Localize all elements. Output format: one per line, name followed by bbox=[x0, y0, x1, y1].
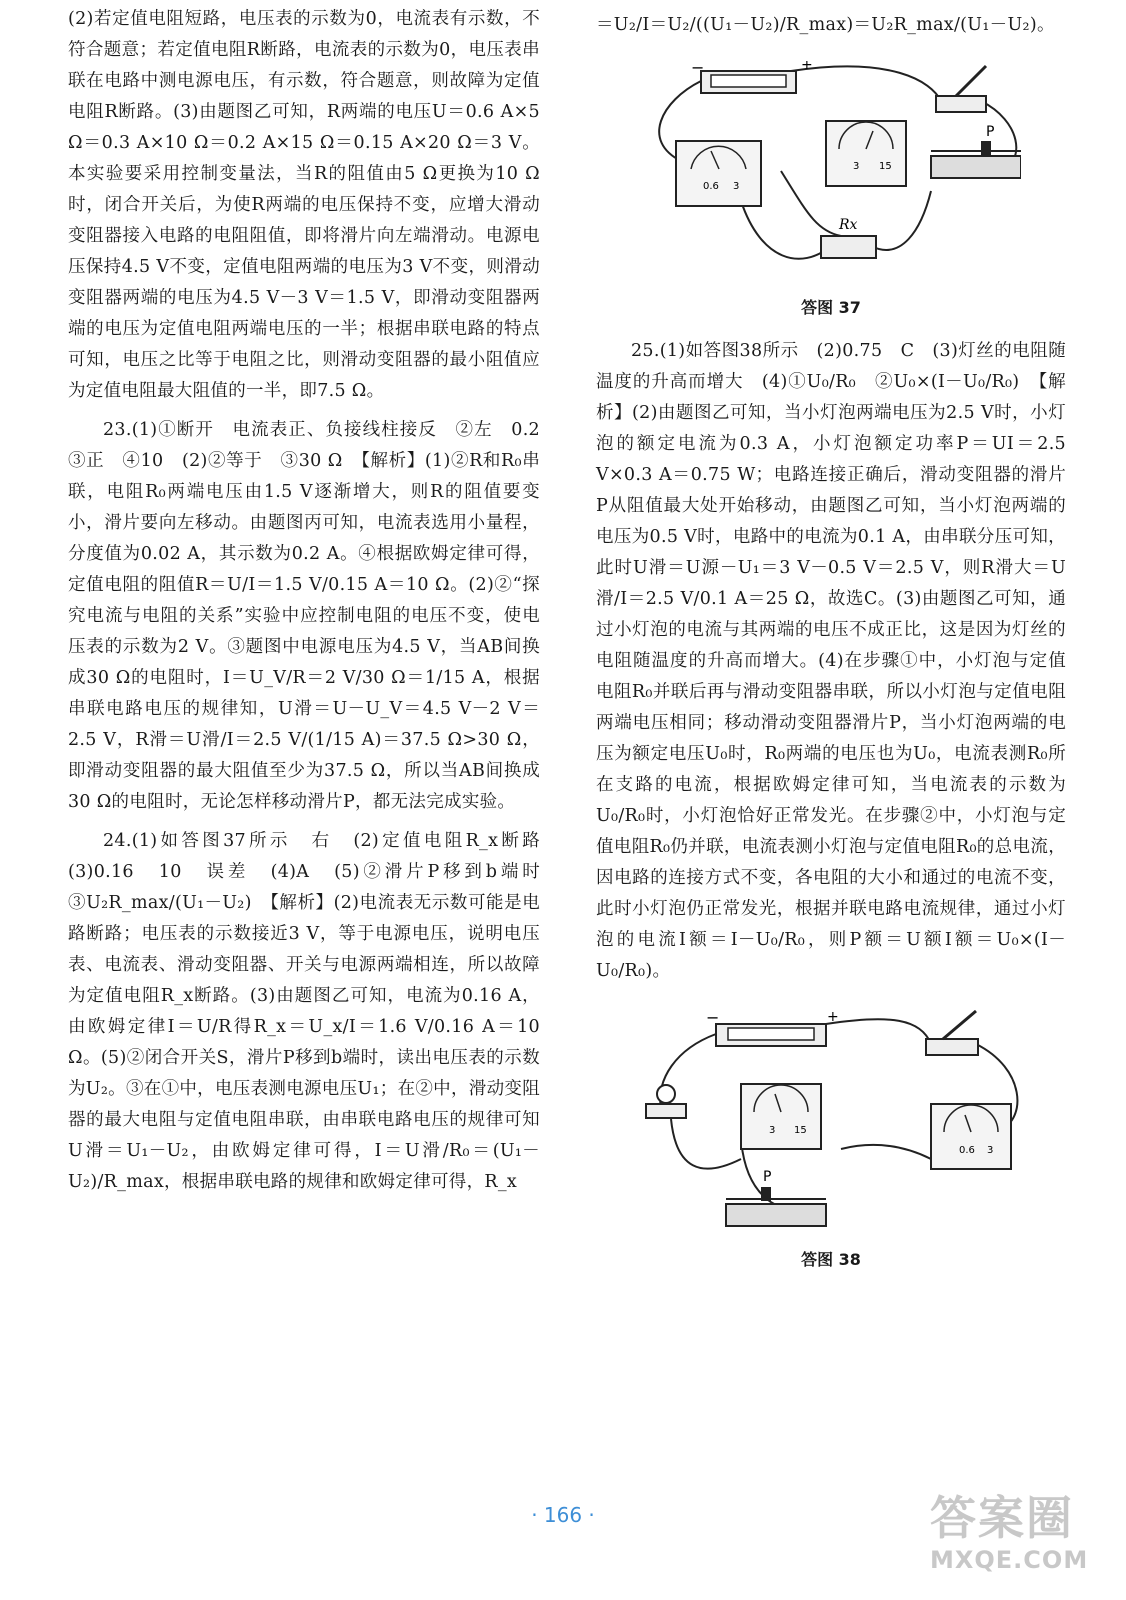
fig38-plus-label: + bbox=[827, 1009, 839, 1025]
watermark-url: MXQE.COM bbox=[930, 1546, 1089, 1574]
circuit-diagram-38 bbox=[631, 1009, 1031, 1239]
q24-answer-paragraph: 24.(1)如答图37所示 右 (2)定值电阻R_x断路 (3)0.16 10 误差 (4)A (5)②滑片P移到b端时 ③U₂R_max/(U₁－U₂) 【解析】(2)电流表无示数可能是电路断路；电压表的示数接近3 V，等于电源电压，说明电压表、电流表、滑动变阻器、开关与电源两端相连，所以故障为定值电阻R_x断路。(3)由题图乙可知，电流为0.16 A，由欧姆定律I＝U/R得R_x＝U_x/I＝1.6 V/0.16 A＝10 Ω。(5)②闭合开关S，滑片P移到b端时，读出电压表的示数为U₂。③在①中，电压表测电源电压U₁；在②中，滑动变阻器的最大电阻与定值电阻串联，由串联电路电压的规律可知U滑＝U₁－U₂，由欧姆定律可得，I＝U滑/R₀＝(U₁－U₂)/R_max，根据串联电路的规律和欧姆定律可得，R_x bbox=[68, 831, 558, 1192]
fig37-ammeter-range1: 0.6 bbox=[703, 181, 719, 192]
fig38-ammeter-range2: 3 bbox=[987, 1145, 994, 1156]
circuit-drawing-37 bbox=[641, 61, 1021, 281]
fig37-minus-label: − bbox=[691, 61, 705, 77]
fig38-voltmeter-range1: 3 bbox=[769, 1125, 776, 1136]
watermark-text: 答案圈 bbox=[930, 1491, 1074, 1545]
fig38-slider-label: P bbox=[763, 1169, 772, 1185]
q24-formula-continued: ＝U₂/I＝U₂/((U₁－U₂)/R_max)＝U₂R_max/(U₁－U₂)。 bbox=[596, 15, 1055, 35]
fig38-ammeter-range1: 0.6 bbox=[959, 1145, 975, 1156]
fig37-slider-label: P bbox=[986, 124, 995, 140]
fig38-minus-label: − bbox=[706, 1009, 720, 1027]
fig37-voltmeter-range1: 3 bbox=[853, 161, 860, 172]
q23-answer-paragraph: 23.(1)①断开 电流表正、负接线柱接反 ②左 0.2 ③正 ④10 (2)②等于 ③30 Ω 【解析】(1)②R和R₀串联，电阻R₀两端电压由1.5 V逐渐增大，则R的阻值要变小，滑片要向左移动。由题图丙可知，电流表选用小量程，分度值为0.02 A，其示数为0.2 A。④根据欧姆定律可得，定值电阻的阻值R＝U/I＝1.5 V/0.15 A＝10 Ω。(2)②“探究电流与电阻的关系”实验中应控制电阻的电压不变，使电压表的示数为2 V。③题图中电源电压为4.5 V，当AB间换成30 Ω的电阻时，I＝U_V/R＝2 V/30 Ω＝1/15 A，根据串联电路电压的规律知，U滑＝U－U_V＝4.5 V－2 V＝2.5 V，R滑＝U滑/I＝2.5 V/(1/15 A)＝37.5 Ω>30 Ω，即滑动变阻器的最大阻值至少为37.5 Ω，所以当AB间换成30 Ω的电阻时，无论怎样移动滑片P，都无法完成实验。 bbox=[68, 420, 558, 812]
circuit-diagram-37 bbox=[641, 61, 1021, 281]
fig37-voltmeter-range2: 15 bbox=[879, 161, 892, 172]
figure-37-caption: 答图 37 bbox=[801, 298, 861, 317]
watermark-logo bbox=[930, 1490, 1100, 1590]
fig37-resistor-label: Rx bbox=[839, 217, 858, 233]
fig37-plus-label: + bbox=[801, 61, 813, 73]
fig38-voltmeter-range2: 15 bbox=[794, 1125, 807, 1136]
right-column bbox=[596, 0, 1066, 1270]
left-column bbox=[68, 0, 558, 1198]
figure-38-caption: 答图 38 bbox=[801, 1250, 861, 1269]
q25-answer-paragraph: 25.(1)如答图38所示 (2)0.75 C (3)灯丝的电阻随温度的升高而增大 (4)①U₀/R₀ ②U₀×(I－U₀/R₀) 【解析】(2)由题图乙可知，当小灯泡两端电压为2.5 V时，小灯泡的额定电流为0.3 A，小灯泡额定功率P＝UI＝2.5 V×0.3 A＝0.75 W；电路连接正确后，滑动变阻器的滑片P从阻值最大处开始移动，由题图乙可知，当小灯泡两端的电压为0.5 V时，电路中的电流为0.1 A，由串联分压可知，此时U滑＝U源－U₁＝3 V－0.5 V＝2.5 V，则R滑大＝U滑/I＝2.5 V/0.1 A＝25 Ω，故选C。(3)由题图乙可知，通过小灯泡的电流与其两端的电压不成正比，这是因为灯丝的电阻随温度的升高而增大。(4)在步骤①中，小灯泡与定值电阻R₀并联后再与滑动变阻器串联，所以小灯泡与定值电阻两端电压相同；移动滑动变阻器滑片P，当小灯泡两端的电压为额定电压U₀时，R₀两端的电压也为U₀，电流表测R₀所在支路的电流，根据欧姆定律可知，当电流表的示数为U₀/R₀时，小灯泡恰好正常发光。在步骤②中，小灯泡与定值电阻R₀仍并联，电流表测小灯泡与定值电阻R₀的总电流，因电路的连接方式不变，各电阻的大小和通过的电流不变，此时小灯泡仍正常发光，根据并联电路电流规律，通过小灯泡的电流I额＝I－U₀/R₀，则P额＝U额I额＝U₀×(I－U₀/R₀)。 bbox=[596, 341, 1066, 981]
fig37-ammeter-range2: 3 bbox=[733, 181, 740, 192]
circuit-drawing-38 bbox=[631, 1009, 1031, 1239]
page-number: · 166 · bbox=[531, 1503, 595, 1527]
q22-continued-paragraph: (2)若定值电阻短路，电压表的示数为0，电流表有示数，不符合题意；若定值电阻R断路，电流表的示数为0，电压表串联在电路中测电源电压，有示数，符合题意，则故障为定值电阻R断路。(3)由题图乙可知，R两端的电压U＝0.6 A×5 Ω＝0.3 A×10 Ω＝0.2 A×15 Ω＝0.15 A×20 Ω＝3 V。本实验要采用控制变量法，当R的阻值由5 Ω更换为10 Ω时，闭合开关后，为使R两端的电压保持不变，应增大滑动变阻器接入电路的电阻阻值，即将滑片向左端滑动。电源电压保持4.5 V不变，定值电阻两端的电压为3 V不变，则滑动变阻器两端的电压为4.5 V－3 V＝1.5 V，即滑动变阻器两端的电压为定值电阻两端电压的一半；根据串联电路的特点可知，电压之比等于电阻之比，则滑动变阻器的最小阻值应为定值电阻最大阻值的一半，即7.5 Ω。 bbox=[68, 9, 540, 401]
